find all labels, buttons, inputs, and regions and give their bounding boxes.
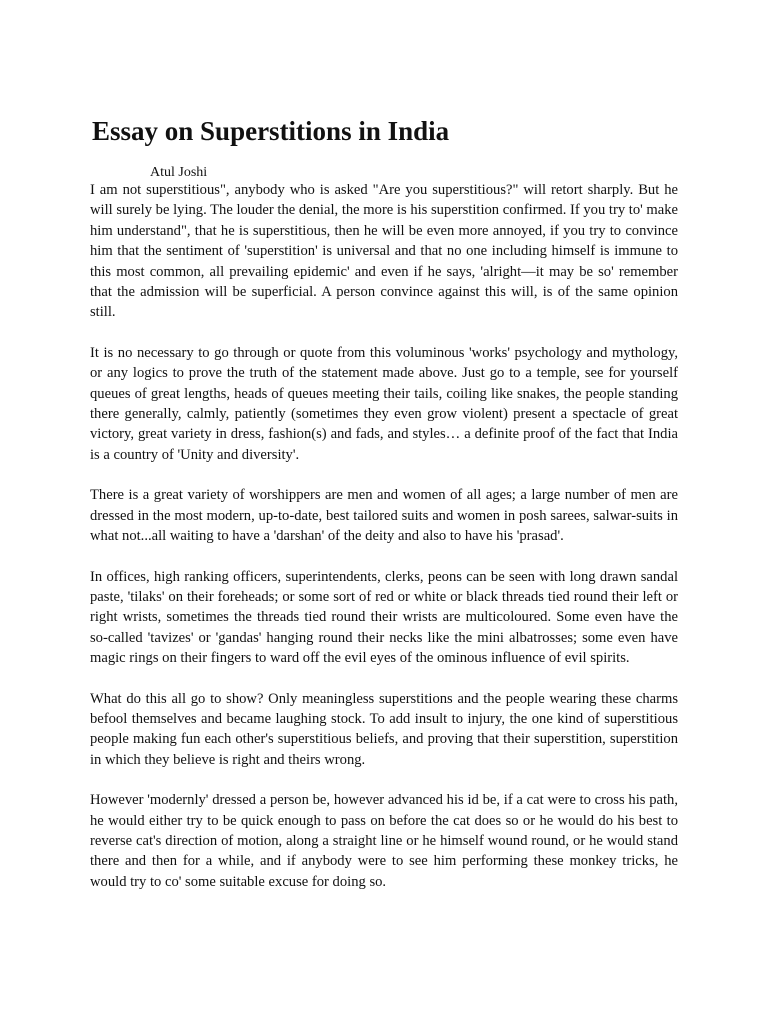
paragraph-1: I am not superstitious", anybody who is asked "Are you superstitious?" will retort sharply. But he will surely be lying. The louder the denial, the more is his superstition confirmed. If you try to' make him understand", that he is superstitious, then he will be even more annoyed, if you try to convince him that the sentiment of 'superstition' is universal and that no one including himself is immune to this most common, all prevailing epidemic' and even if he says, 'alright—it may be so' remember that the admission will be superficial. A person convince against this will, is of the same opinion still.: [90, 182, 679, 321]
paragraph-2: It is no necessary to go through or quote from this voluminous 'works' psychology and mythology, or any logics to prove the truth of the statement made above. Just go to a temple, see for yourself queues of great lengths, heads of queues meeting their tails, coiling like snakes, the people standing there generally, calmly, patiently (sometimes they even grow violent) present a spectacle of great victory, great variety in dress, fashion(s) and fads, and styles… a definite proof of the fact that India is a country of 'Unity and diversity'.: [90, 344, 678, 463]
paragraph-6: However 'modernly' dressed a person be, however advanced his id be, if a cat were to cross his path, he would either try to be quick enough to pass on before the cat does so or he would do his best to reverse cat's direction of motion, along a straight line or he himself wound round, or he would stand there and then for a while, and if anybody were to see him performing these monkey tricks, he would try to co' some suitable excuse for doing so.: [90, 792, 678, 890]
author-name: Atul Joshi: [150, 165, 208, 180]
paragraph-5: What do this all go to show? Only meaningless superstitions and the people wearing these charms befool themselves and became laughing stock. To add insult to injury, the one kind of superstitious people making fun each other's superstitious beliefs, and proving that their superstition, superstition in which they believe is right and theirs wrong.: [90, 690, 678, 768]
document-title: Essay on Superstitions in India: [92, 116, 450, 146]
paragraph-4: In offices, high ranking officers, superintendents, clerks, peons can be seen with long drawn sandal paste, 'tilaks' on their foreheads; or some sort of red or white or black threads tied round their left or right wrists, sometimes the threads tied round their wrists are multicoloured. Some even have the so-called 'tavizes' or 'gandas' hanging round their necks like the mini albatrosses; some even have magic rings on their fingers to ward off the evil eyes of the ominous influence of evil spirits.: [90, 568, 678, 667]
paragraph-3: There is a great variety of worshippers are men and women of all ages; a large number of men are dressed in the most modern, up-to-date, best tailored suits and women in posh sarees, salwar-suits in what not...all waiting to have a 'darshan' of the deity and also to have his 'prasad'.: [90, 487, 678, 545]
essay-body: [90, 180, 678, 912]
